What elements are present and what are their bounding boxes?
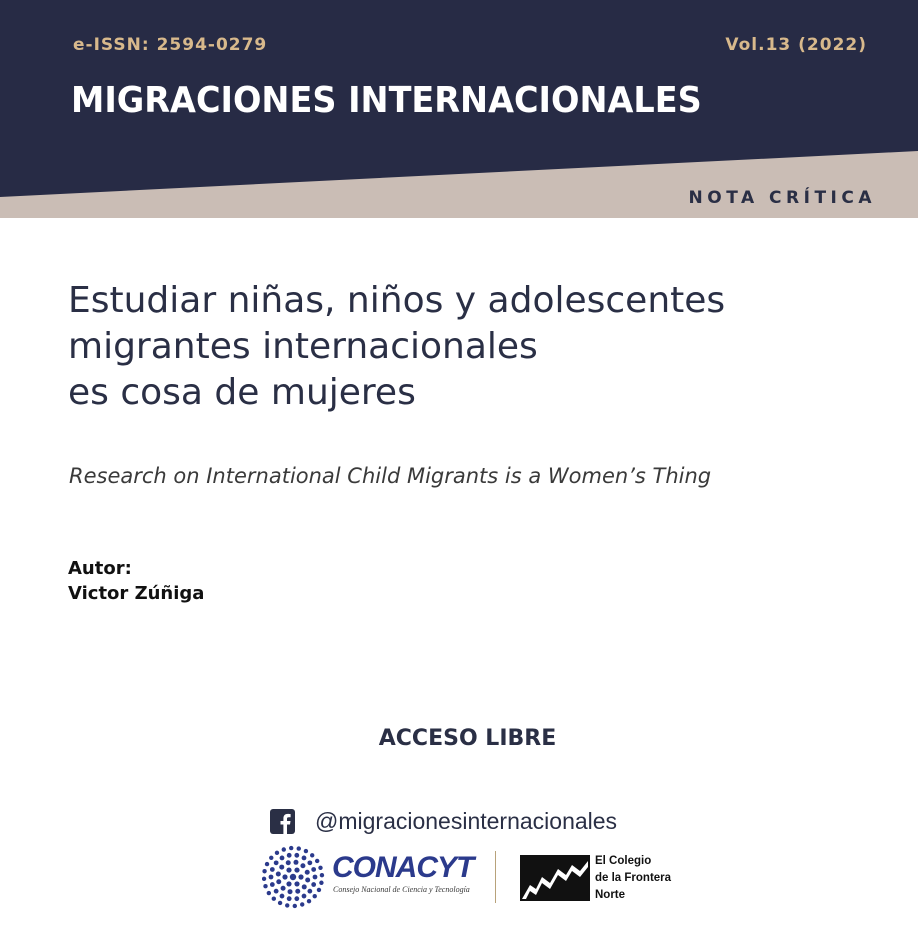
colef-name bbox=[595, 853, 671, 904]
author-label: Autor: bbox=[68, 558, 132, 579]
conacyt-name: CONACYT bbox=[332, 851, 474, 884]
conacyt-dot bbox=[311, 867, 316, 872]
conacyt-dot bbox=[307, 899, 311, 903]
conacyt-dot bbox=[275, 851, 279, 855]
conacyt-dot bbox=[297, 846, 301, 850]
conacyt-dot bbox=[287, 896, 292, 901]
title-line: Estudiar niñas, niños y adolescentes bbox=[68, 280, 726, 321]
title-line: migrantes internacionales bbox=[68, 326, 538, 367]
conacyt-dot bbox=[263, 884, 267, 888]
logo-divider bbox=[495, 851, 496, 903]
journal-header bbox=[0, 0, 918, 218]
conacyt-dot bbox=[294, 896, 299, 901]
colef-name-line: de la Frontera bbox=[595, 872, 672, 884]
conacyt-dot bbox=[300, 863, 305, 868]
social-link[interactable] bbox=[270, 806, 617, 836]
conacyt-dot bbox=[282, 874, 287, 879]
volume-label: Vol.13 (2022) bbox=[725, 35, 867, 55]
conacyt-dot bbox=[313, 894, 317, 898]
conacyt-dot bbox=[286, 860, 291, 865]
conacyt-dot bbox=[286, 867, 291, 872]
colef-name-line: El Colegio bbox=[595, 855, 652, 867]
section-label: NOTA CRÍTICA bbox=[688, 188, 876, 208]
facebook-icon bbox=[270, 809, 295, 834]
facebook-handle[interactable]: @migracionesinternacionales bbox=[315, 807, 618, 834]
conacyt-dot bbox=[269, 856, 273, 860]
conacyt-dot bbox=[295, 889, 300, 894]
conacyt-dot bbox=[285, 903, 289, 907]
conacyt-dot bbox=[320, 873, 324, 877]
conacyt-dot bbox=[262, 869, 266, 873]
conacyt-subtitle: Consejo Nacional de Ciencia y Tecnología bbox=[333, 885, 470, 894]
article-subtitle: Research on International Child Migrants is a Women’s Thing bbox=[69, 464, 712, 488]
conacyt-dot bbox=[305, 870, 310, 875]
conacyt-logo-icon bbox=[262, 845, 326, 909]
conacyt-dot bbox=[317, 888, 321, 892]
conacyt-dot bbox=[262, 877, 266, 881]
conacyt-dot bbox=[310, 853, 314, 857]
conacyt-dot bbox=[281, 886, 286, 891]
colef-name-line: Norte bbox=[595, 889, 626, 901]
conacyt-dot bbox=[287, 853, 292, 858]
conacyt-dot bbox=[318, 866, 322, 870]
journal-title: MIGRACIONES INTERNACIONALES bbox=[71, 80, 702, 121]
conacyt-dot bbox=[294, 853, 299, 858]
conacyt-dot bbox=[302, 894, 307, 899]
conacyt-dot bbox=[304, 849, 308, 853]
conacyt-dot bbox=[298, 874, 303, 879]
conacyt-dot bbox=[305, 877, 310, 882]
author-name: Victor Zúñiga bbox=[68, 583, 205, 604]
conacyt-dot bbox=[265, 862, 269, 866]
conacyt-dot bbox=[282, 847, 286, 851]
conacyt-dot bbox=[300, 902, 304, 906]
conacyt-dot bbox=[279, 865, 284, 870]
conacyt-dot bbox=[288, 889, 293, 894]
conacyt-dot bbox=[286, 881, 291, 886]
conacyt-dot bbox=[302, 884, 307, 889]
conacyt-dot bbox=[319, 881, 323, 885]
conacyt-dot bbox=[280, 894, 285, 899]
conacyt-dot bbox=[270, 882, 275, 887]
conacyt-dot bbox=[270, 867, 275, 872]
conacyt-dot bbox=[294, 881, 299, 886]
conacyt-dot bbox=[302, 856, 307, 861]
conacyt-dot bbox=[276, 879, 281, 884]
issn-label: e-ISSN: 2594-0279 bbox=[73, 35, 268, 55]
conacyt-dot bbox=[293, 860, 298, 865]
conacyt-dot bbox=[290, 874, 296, 880]
conacyt-dot bbox=[307, 889, 312, 894]
conacyt-dot bbox=[280, 856, 285, 861]
conacyt-dot bbox=[311, 882, 316, 887]
conacyt-dot bbox=[293, 904, 297, 908]
article-title bbox=[68, 278, 868, 416]
open-access-label: ACCESO LIBRE bbox=[378, 726, 557, 751]
conacyt-dot bbox=[274, 860, 279, 865]
conacyt-dot bbox=[274, 889, 279, 894]
sponsor-logos bbox=[262, 845, 682, 907]
conacyt-dot bbox=[272, 897, 276, 901]
conacyt-dot bbox=[294, 867, 299, 872]
conacyt-dot bbox=[278, 901, 282, 905]
conacyt-dot bbox=[313, 875, 318, 880]
conacyt-dot bbox=[315, 859, 319, 863]
colef-logo-icon bbox=[520, 855, 590, 901]
conacyt-dot bbox=[269, 875, 274, 880]
title-line: es cosa de mujeres bbox=[68, 372, 416, 413]
conacyt-dot bbox=[307, 860, 312, 865]
conacyt-dot bbox=[267, 891, 271, 895]
conacyt-dot bbox=[276, 872, 281, 877]
conacyt-dot bbox=[289, 846, 293, 850]
